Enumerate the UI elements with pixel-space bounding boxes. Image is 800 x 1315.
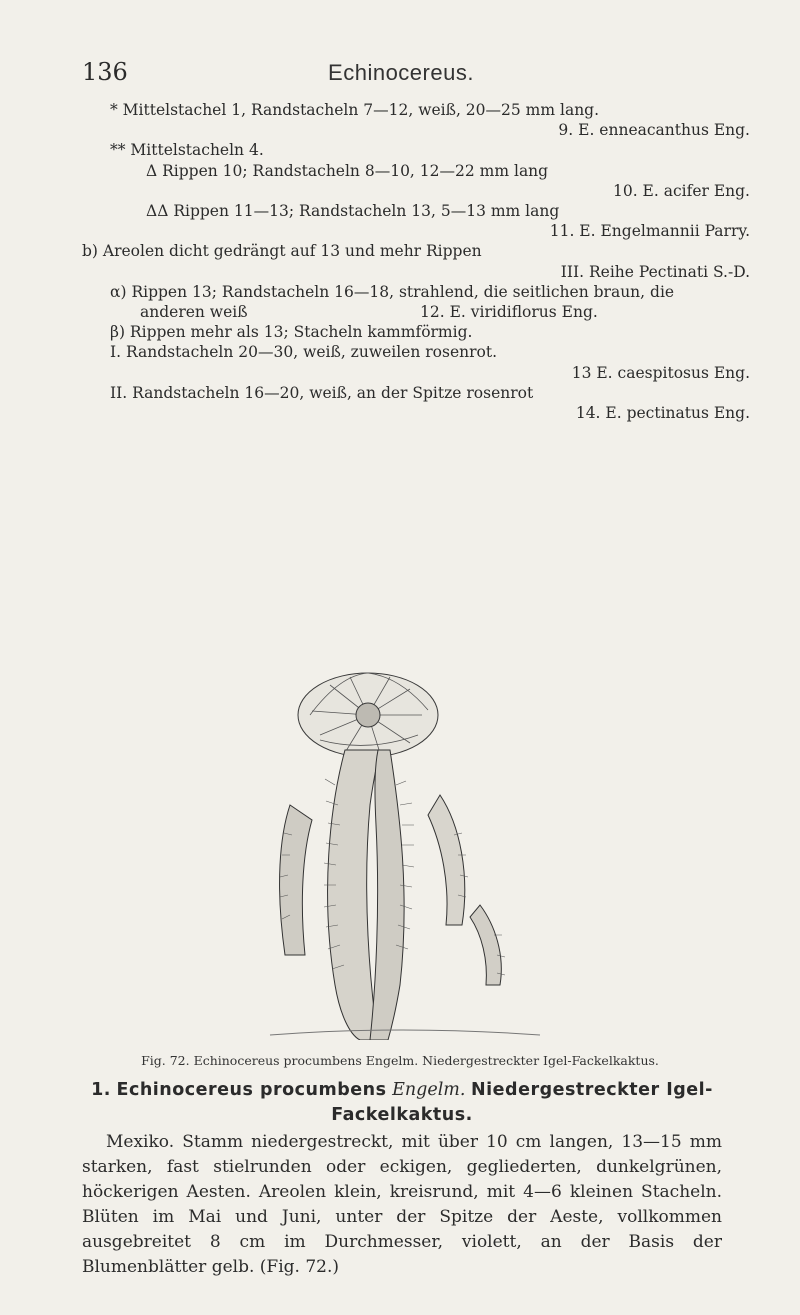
key-line: 13 E. caespitosus Eng. [571, 363, 750, 382]
key-line: 10. E. acifer Eng. [612, 181, 750, 200]
running-title: Echinocereus. [328, 60, 474, 85]
key-line: Δ Rippen 10; Randstacheln 8—10, 12—22 mm lang [146, 161, 549, 180]
entry-heading [82, 1078, 722, 1128]
key-line: ΔΔ Rippen 11—13; Randstacheln 13, 5—13 mm lang [146, 202, 560, 221]
flower-illustration [298, 673, 438, 757]
entry-number: 1. [91, 1080, 111, 1100]
key-line: 9. E. enneacanthus Eng. [558, 121, 750, 140]
cactus-drawing [250, 655, 550, 1040]
key-line: β) Rippen mehr als 13; Stacheln kammförmig. [110, 323, 473, 342]
key-line: 14. E. pectinatus Eng. [575, 404, 750, 423]
species-german-name: Niedergestreckter Igel-Fackelkaktus. [331, 1080, 713, 1125]
page-number: 136 [82, 58, 128, 86]
species-entry [82, 1078, 722, 1280]
key-line: α) Rippen 13; Randstacheln 16—18, strahlend, die seitlichen braun, die [110, 282, 675, 301]
page-header [82, 58, 720, 88]
key-line: ** Mittelstacheln 4. [110, 141, 264, 160]
species-author: Engelm. [392, 1080, 466, 1100]
species-description: Mexiko. Stamm niedergestreckt, mit über 10 cm langen, 13—15 mm starken, fast stielrunden oder eckigen, gegliederten, dunkelgrünen, höckerigen Aesten. Areolen klein, kreisrund, mit 4—6 kleinen Stacheln. Blüten im Mai und Juni, unter der Spitze der Aeste, vollkommen ausgebreitet 8 cm im Durchmesser, violett, an der Basis der Blumenblätter gelb. (Fig. 72.) [82, 1132, 722, 1277]
key-line: III. Reihe Pectinati S.-D. [560, 262, 750, 281]
cactus-stems [280, 750, 502, 1040]
key-line: 11. E. Engelmannii Parry. [549, 222, 750, 241]
key-line: * Mittelstachel 1, Randstacheln 7—12, weiß, 20—25 mm lang. [110, 101, 600, 119]
key-line: b) Areolen dicht gedrängt auf 13 und mehr Rippen [82, 242, 482, 261]
cactus-illustration [250, 655, 550, 1040]
species-latin-name: Echinocereus procumbens [116, 1080, 387, 1100]
identification-key [82, 100, 750, 423]
figure-caption: Fig. 72. Echinocereus procumbens Engelm. Niedergestreckter Igel-Fackelkaktus. [141, 1053, 659, 1068]
key-line: anderen weiß 12. E. viridiflorus Eng. [140, 303, 598, 322]
key-line: II. Randstacheln 16—20, weiß, an der Spitze rosenrot [110, 383, 534, 402]
key-line: I. Randstacheln 20—30, weiß, zuweilen rosenrot. [110, 343, 498, 362]
